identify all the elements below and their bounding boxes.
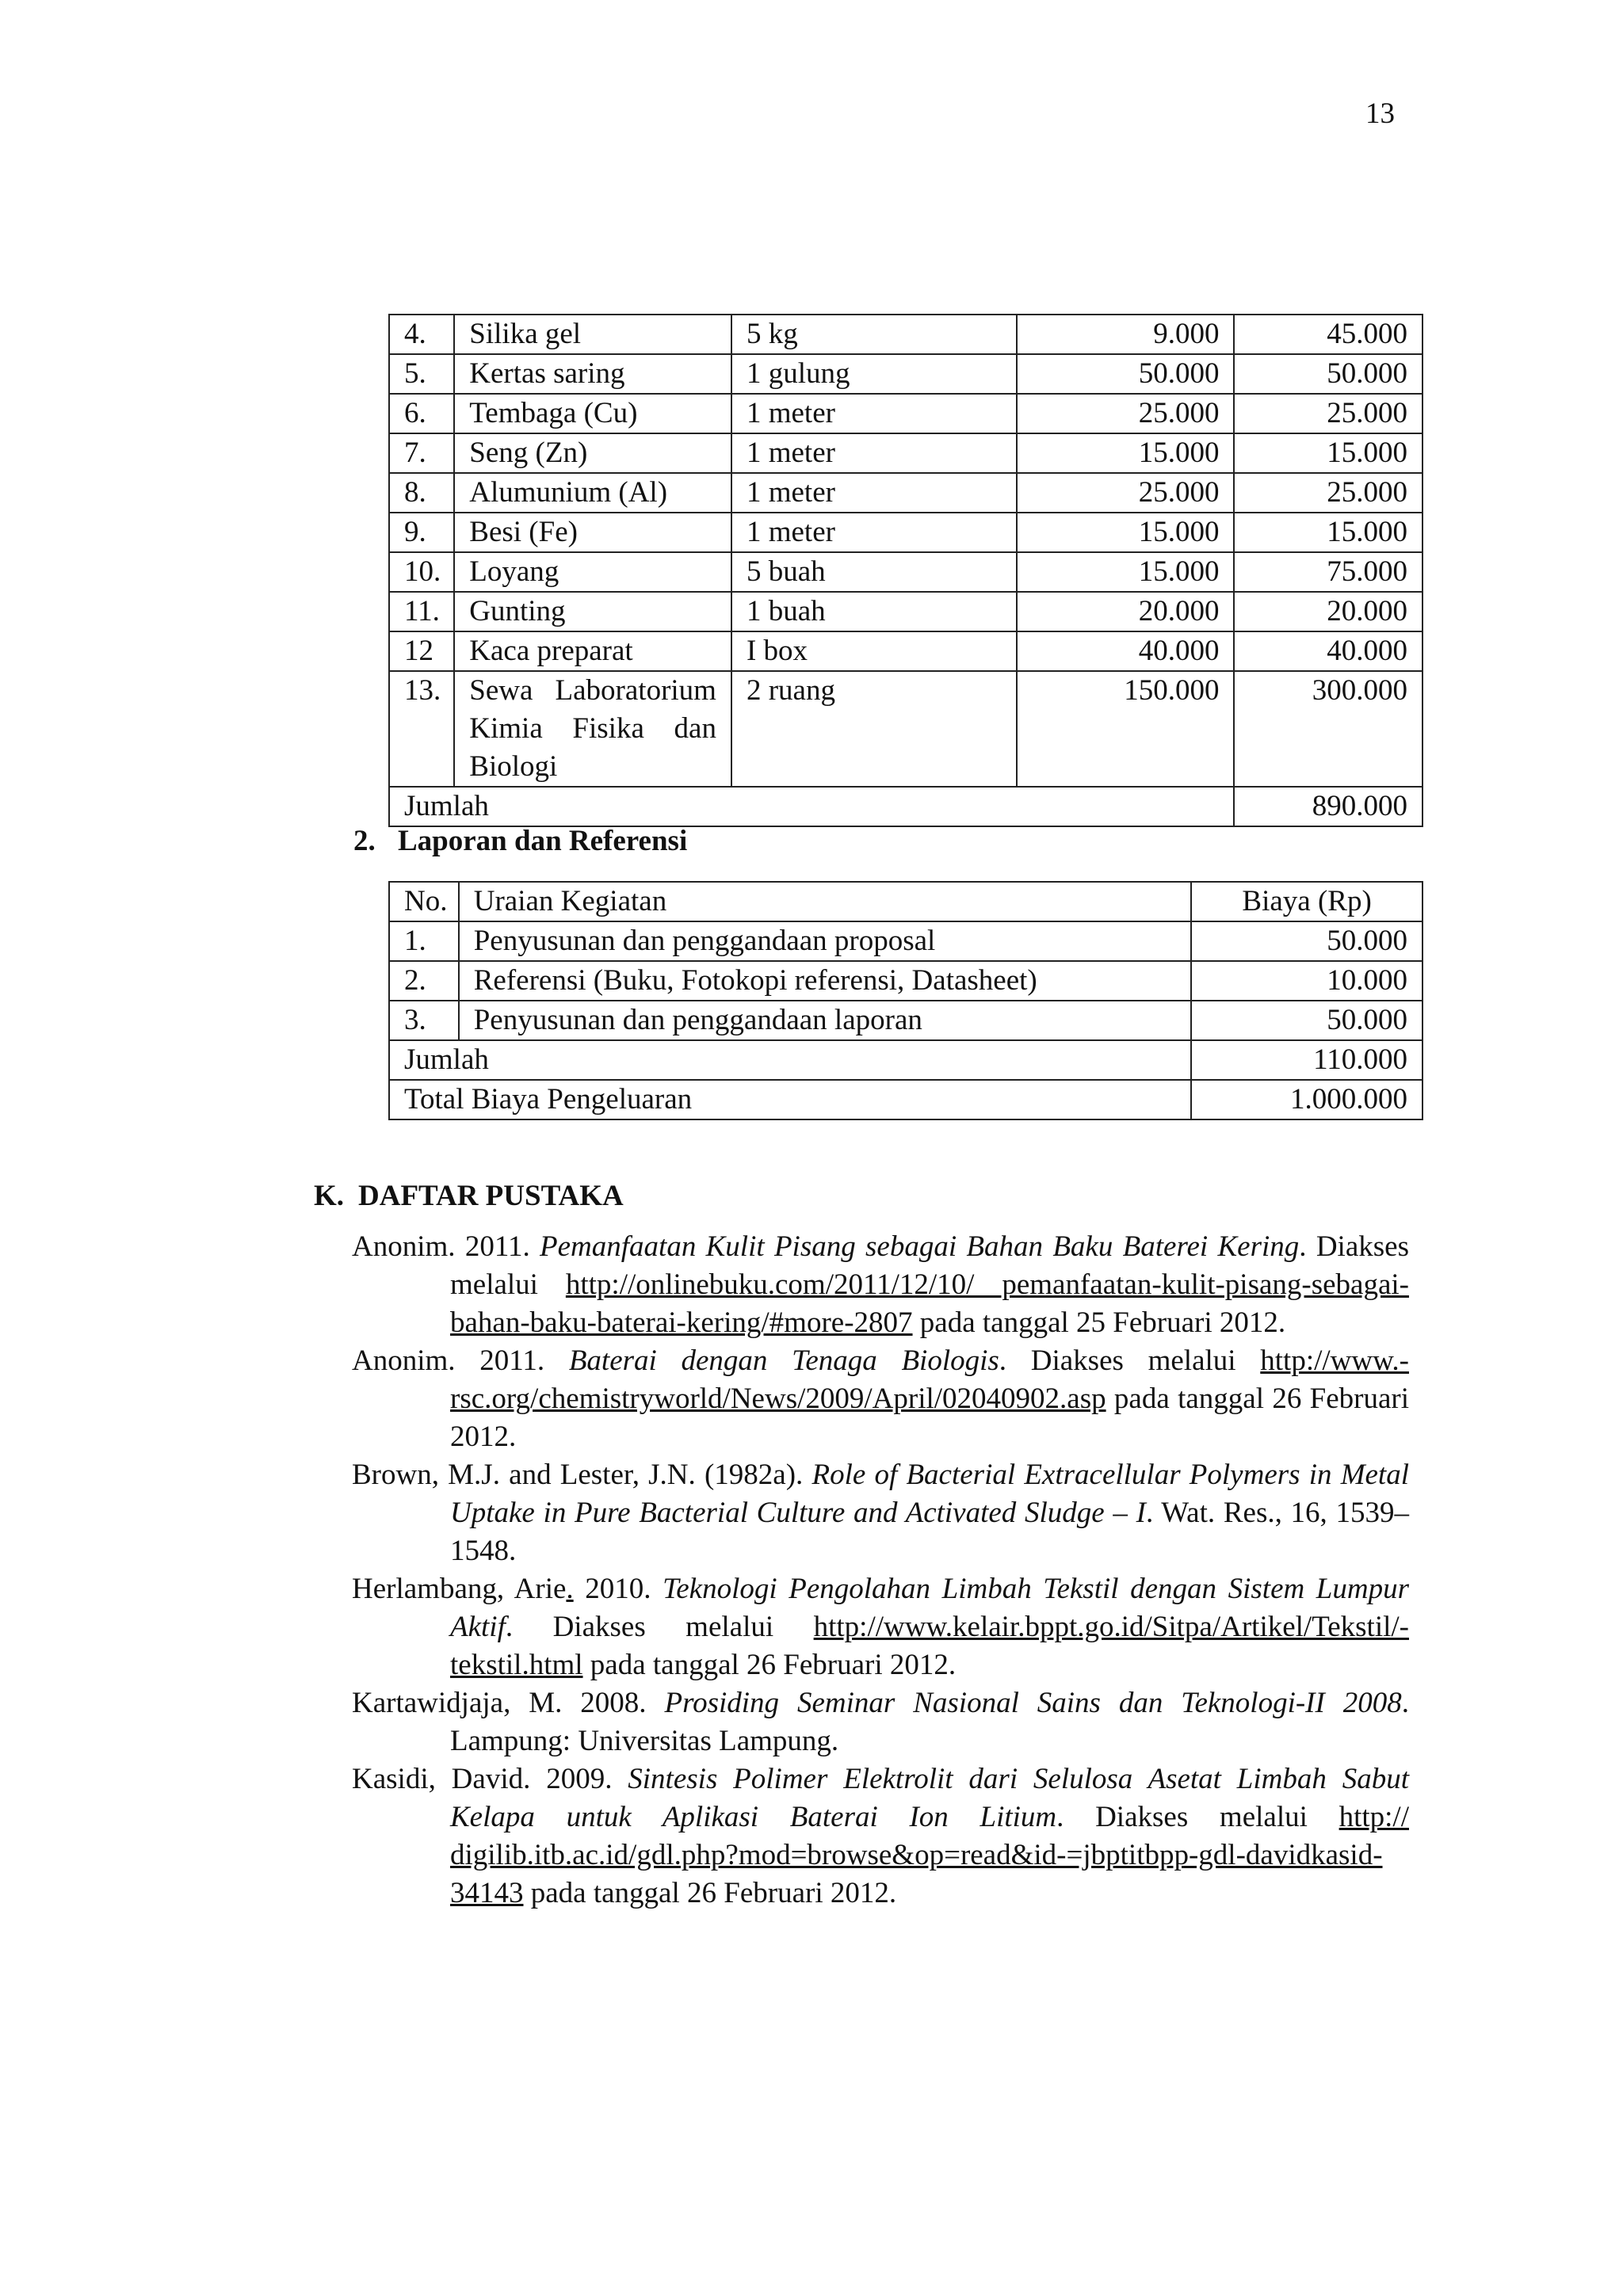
total-value: 1.000.000 [1191, 1080, 1423, 1119]
laporan-heading [353, 824, 687, 858]
reference-link-mark[interactable]: . [566, 1573, 574, 1605]
activity-description: Referensi (Buku, Fotokopi referensi, Datasheet) [459, 961, 1191, 1001]
reference-author-year: Herlambang, Arie [352, 1573, 567, 1605]
reference-entry [352, 1228, 1409, 1342]
activity-cost: 50.000 [1191, 921, 1423, 961]
header-uraian: Uraian Kegiatan [459, 882, 1191, 921]
item-quantity: 5 buah [731, 552, 1017, 592]
report-cost-table-body [389, 921, 1423, 1040]
reference-tail: pada tanggal 25 Februari 2012. [912, 1306, 1286, 1339]
table-header-row [389, 882, 1423, 921]
jumlah-label: Jumlah [389, 787, 1234, 826]
activity-cost: 10.000 [1191, 961, 1423, 1001]
reference-tail: pada tanggal 26 Februari 2012. [523, 1877, 897, 1909]
item-quantity: 1 meter [731, 433, 1017, 473]
item-total: 25.000 [1234, 473, 1423, 513]
table-row [389, 513, 1423, 552]
header-biaya: Biaya (Rp) [1191, 882, 1423, 921]
jumlah-row [389, 1040, 1423, 1080]
row-number: 10. [389, 552, 454, 592]
row-number: 13. [389, 671, 454, 787]
unit-price: 25.000 [1017, 473, 1235, 513]
item-name: Silika gel [454, 315, 731, 354]
unit-price: 15.000 [1017, 552, 1235, 592]
row-number: 2. [389, 961, 459, 1001]
reference-author-year: Kartawidjaja, M. 2008. [352, 1687, 665, 1719]
table-row [389, 1001, 1423, 1040]
reference-list [352, 1228, 1409, 1913]
table-row [389, 592, 1423, 631]
item-quantity: I box [731, 631, 1017, 671]
item-total: 15.000 [1234, 433, 1423, 473]
row-number: 6. [389, 394, 454, 433]
reference-author-year: Kasidi, David. 2009. [352, 1763, 628, 1795]
unit-price: 25.000 [1017, 394, 1235, 433]
row-number: 7. [389, 433, 454, 473]
reference-tail: . Lampung: Universitas Lampung. [450, 1687, 1409, 1757]
total-row [389, 1080, 1423, 1119]
reference-title: Pemanfaatan Kulit Pisang sebagai Bahan Baku Baterei Kering [540, 1230, 1300, 1263]
unit-price: 50.000 [1017, 354, 1235, 394]
reference-url[interactable]: http:// digilib.itb.ac.id/gdl.php?mod=browse&op=read&id-=jbptitbpp-gdl-davidkasid-34143 [450, 1801, 1409, 1909]
jumlah-value: 890.000 [1234, 787, 1423, 826]
reference-tail: . Wat. Res., 16, 1539–1548. [450, 1497, 1409, 1567]
item-quantity: 5 kg [731, 315, 1017, 354]
item-name: Tembaga (Cu) [454, 394, 731, 433]
row-number: 8. [389, 473, 454, 513]
item-name: Alumunium (Al) [454, 473, 731, 513]
reference-tail: pada tanggal 26 Februari 2012. [450, 1383, 1409, 1453]
item-name: Gunting [454, 592, 731, 631]
item-quantity: 1 meter [731, 473, 1017, 513]
reference-author-year: Brown, M.J. and Lester, J.N. (1982a). [352, 1459, 812, 1491]
total-label: Total Biaya Pengeluaran [389, 1080, 1191, 1119]
item-total: 45.000 [1234, 315, 1423, 354]
laporan-heading-title: Laporan dan Referensi [398, 825, 688, 857]
report-cost-table [388, 881, 1423, 1120]
activity-cost: 50.000 [1191, 1001, 1423, 1040]
section-letter: K. [314, 1180, 345, 1212]
page-number: 13 [1365, 97, 1395, 130]
unit-price: 15.000 [1017, 513, 1235, 552]
reference-url[interactable]: http://onlinebuku.com/2011/12/10/ pemanfaatan-kulit-pisang-sebagai-bahan-baku-baterai-kering/#more-2807 [450, 1268, 1409, 1339]
item-quantity: 1 meter [731, 394, 1017, 433]
unit-price: 15.000 [1017, 433, 1235, 473]
laporan-heading-number: 2. [353, 825, 376, 857]
table-row [389, 354, 1423, 394]
activity-description: Penyusunan dan penggandaan proposal [459, 921, 1191, 961]
table-row [389, 961, 1423, 1001]
reference-entry [352, 1570, 1409, 1684]
unit-price: 40.000 [1017, 631, 1235, 671]
item-name: Sewa Laboratorium Kimia Fisika dan Biologi [454, 671, 731, 787]
item-quantity: 2 ruang [731, 671, 1017, 787]
row-number: 5. [389, 354, 454, 394]
reference-url[interactable]: http://www.-rsc.org/chemistryworld/News/2009/April/02040902.asp [450, 1344, 1409, 1415]
item-quantity: 1 buah [731, 592, 1017, 631]
jumlah-row [389, 787, 1423, 826]
item-name: Loyang [454, 552, 731, 592]
material-cost-table [388, 314, 1423, 827]
reference-entry [352, 1760, 1409, 1913]
reference-access-text: . Diakses melalui [450, 1230, 1409, 1301]
item-total: 25.000 [1234, 394, 1423, 433]
jumlah-label: Jumlah [389, 1040, 1191, 1080]
item-total: 50.000 [1234, 354, 1423, 394]
reference-tail: pada tanggal 26 Februari 2012. [582, 1649, 957, 1681]
reference-entry [352, 1342, 1409, 1456]
table-row [389, 315, 1423, 354]
reference-title: Teknologi Pengolahan Limbah Tekstil dengan Sistem Lumpur Aktif [450, 1573, 1410, 1643]
table-row [389, 433, 1423, 473]
item-name: Kertas saring [454, 354, 731, 394]
daftar-pustaka-heading [314, 1179, 624, 1213]
header-no: No. [389, 882, 459, 921]
item-name: Besi (Fe) [454, 513, 731, 552]
reference-year: 2010. [573, 1573, 663, 1605]
reference-title: Baterai dengan Tenaga Biologis [568, 1344, 999, 1377]
table-row [389, 921, 1423, 961]
section-title: DAFTAR PUSTAKA [358, 1180, 624, 1212]
row-number: 1. [389, 921, 459, 961]
item-total: 20.000 [1234, 592, 1423, 631]
jumlah-value: 110.000 [1191, 1040, 1423, 1080]
item-total: 300.000 [1234, 671, 1423, 787]
item-name: Seng (Zn) [454, 433, 731, 473]
reference-title: Role of Bacterial Extracellular Polymers in Metal Uptake in Pure Bacterial Culture and Activated Sludge – I [450, 1459, 1409, 1529]
item-total: 75.000 [1234, 552, 1423, 592]
reference-access-text: . Diakses melalui [505, 1611, 814, 1643]
reference-url[interactable]: http://www.kelair.bppt.go.id/Sitpa/Artikel/Tekstil/-tekstil.html [450, 1611, 1409, 1681]
item-total: 15.000 [1234, 513, 1423, 552]
reference-author-year: Anonim. 2011. [352, 1344, 569, 1377]
unit-price: 9.000 [1017, 315, 1235, 354]
item-quantity: 1 gulung [731, 354, 1017, 394]
reference-title: Prosiding Seminar Nasional Sains dan Teknologi-II 2008 [664, 1687, 1402, 1719]
reference-title: Sintesis Polimer Elektrolit dari Selulosa Asetat Limbah Sabut Kelapa untuk Aplikasi Baterai Ion Litium [450, 1763, 1409, 1833]
table-row [389, 394, 1423, 433]
item-name: Kaca preparat [454, 631, 731, 671]
material-cost-table-body [389, 315, 1423, 826]
activity-description: Penyusunan dan penggandaan laporan [459, 1001, 1191, 1040]
row-number: 9. [389, 513, 454, 552]
reference-entry [352, 1456, 1409, 1570]
table-row [389, 473, 1423, 513]
table-row [389, 631, 1423, 671]
reference-author-year: Anonim. 2011. [352, 1230, 540, 1263]
row-number: 11. [389, 592, 454, 631]
item-total: 40.000 [1234, 631, 1423, 671]
row-number: 12 [389, 631, 454, 671]
item-quantity: 1 meter [731, 513, 1017, 552]
reference-access-text: . Diakses melalui [999, 1344, 1261, 1377]
table-row [389, 552, 1423, 592]
row-number: 4. [389, 315, 454, 354]
unit-price: 20.000 [1017, 592, 1235, 631]
table-row [389, 671, 1423, 787]
reference-access-text: . Diakses melalui [1056, 1801, 1339, 1833]
row-number: 3. [389, 1001, 459, 1040]
unit-price: 150.000 [1017, 671, 1235, 787]
reference-entry [352, 1684, 1409, 1760]
